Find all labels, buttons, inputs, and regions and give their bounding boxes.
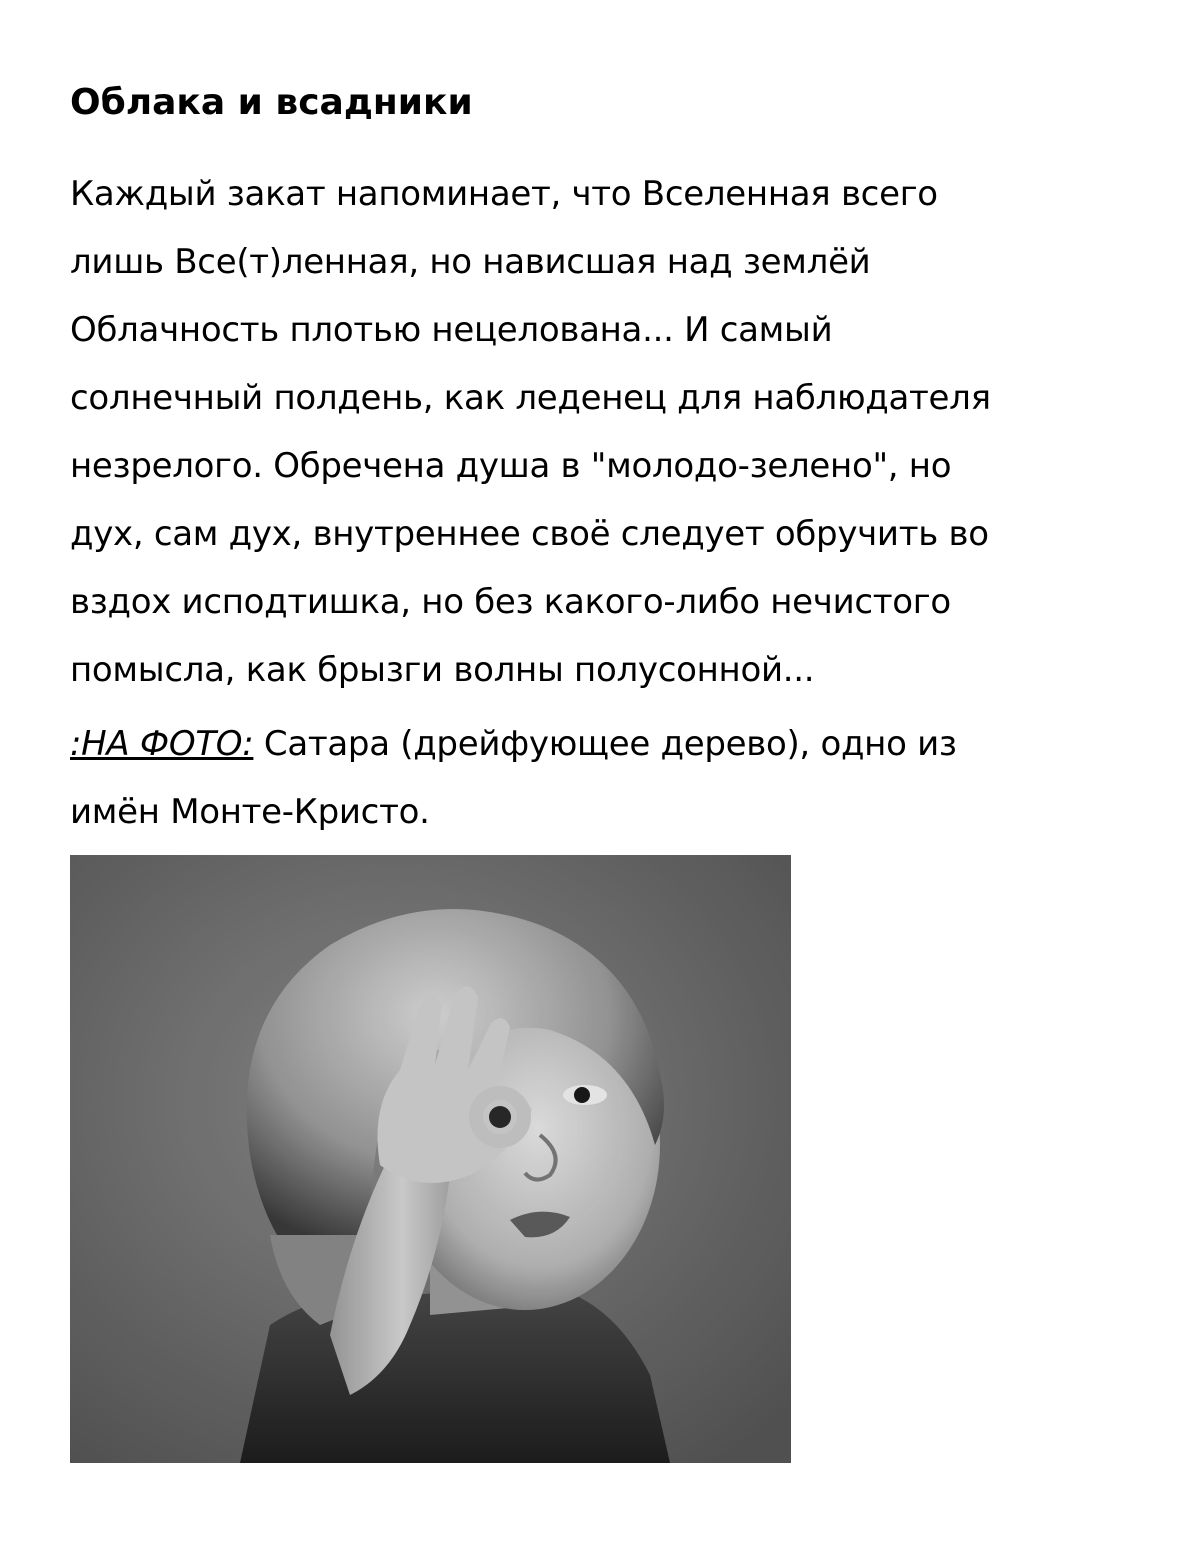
- photo-caption: [70, 710, 1130, 846]
- body-line: помысла, как брызги волны полусонной...: [70, 650, 815, 690]
- caption-line-2: имён Монте-Кристо.: [70, 792, 430, 832]
- photo-illustration: [70, 855, 791, 1463]
- caption-label: :НА ФОТО:: [70, 724, 254, 764]
- body-line: незрелого. Обречена душа в "молодо-зелено", но: [70, 446, 952, 486]
- body-line: лишь Все(т)ленная, но нависшая над землёй: [70, 242, 871, 282]
- caption-text: Сатара (дрейфующее дерево), одно из: [253, 724, 957, 764]
- body-line: вздох исподтишка, но без какого-либо нечистого: [70, 582, 951, 622]
- body-line: Облачность плотью нецелована... И самый: [70, 310, 833, 350]
- body-line: солнечный полдень, как леденец для наблюдателя: [70, 378, 991, 418]
- photo: [70, 855, 791, 1463]
- page-title: Облака и всадники: [70, 82, 473, 123]
- body-line: дух, сам дух, внутреннее своё следует обручить во: [70, 514, 989, 554]
- body-line: Каждый закат напоминает, что Вселенная всего: [70, 174, 938, 214]
- body-paragraph: [70, 160, 1130, 704]
- caption-line-1: [70, 710, 1130, 778]
